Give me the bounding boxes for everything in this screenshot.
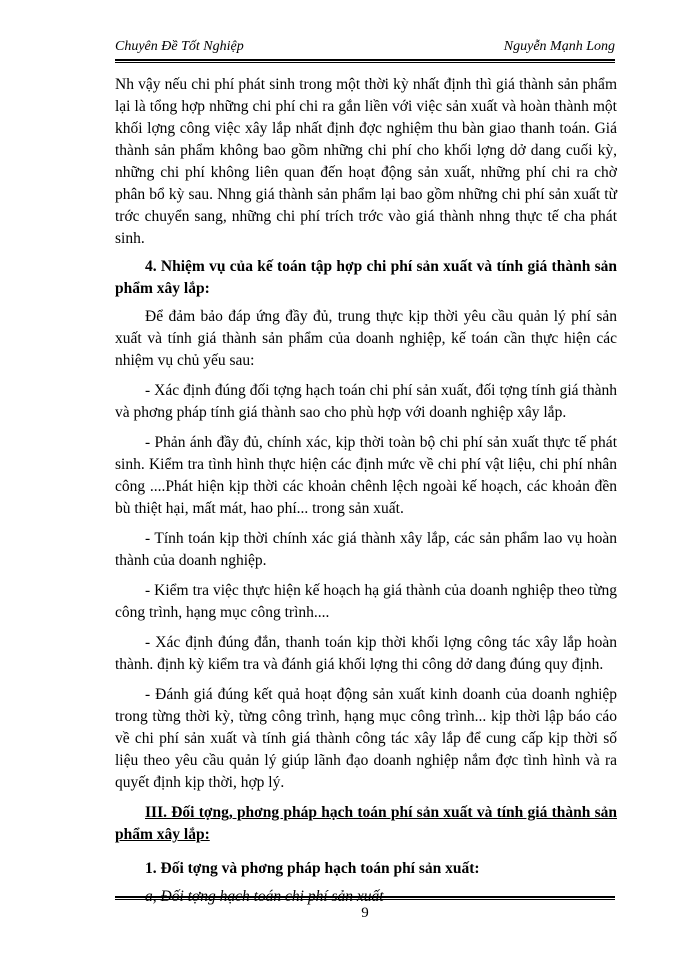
list-item: - Kiểm tra việc thực hiện kế hoạch hạ giá thành của doanh nghiệp theo từng công trình, hạng mục công trình.... <box>115 582 617 621</box>
header-author: Nguyễn Mạnh Long <box>503 39 615 54</box>
list-item: - Xác định đúng đối tợng hạch toán chi phí sản xuất, đối tợng tính giá thành và phơng pháp tính giá thành sao cho phù hợp với doanh nghiệp xây lắp. <box>115 382 617 421</box>
heading-accounting-tasks: 4. Nhiệm vụ của kế toán tập hợp chi phí sản xuất và tính giá thành sản phẩm xây lắp: <box>115 258 617 297</box>
header-title: Chuyên Đề Tốt Nghiệp <box>115 39 244 54</box>
list-item: - Phản ánh đầy đủ, chính xác, kịp thời toàn bộ chi phí sản xuất thực tế phát sinh. Kiểm tra tình hình thực hiện các định mức về chi phí vật liệu, chi phí nhân công ....Phát hiện kịp thời các khoản chênh lệch ngoài kế hoạch, các khoản đền bù thiệt hại, mất mát, hao phí... trong sản xuất. <box>115 434 617 517</box>
subsection-heading-a: a, Đối tợng hạch toán chi phí sản xuất <box>145 888 384 905</box>
section-heading-iii: III. Đối tợng, phơng pháp hạch toán phí sản xuất và tính giá thành sản phẩm xây lắp: <box>115 804 617 843</box>
page-number: 9 <box>361 905 369 921</box>
page-content <box>115 74 617 908</box>
subsection-heading-1: 1. Đối tợng và phơng pháp hạch toán phí sản xuất: <box>145 860 480 877</box>
page-header <box>115 38 615 62</box>
paragraph-cost-vs-price: Nh vậy nếu chi phí phát sinh trong một thời kỳ nhất định thì giá thành sản phẩm lại là tổng hợp những chi phí chi ra gắn liền với việc sản xuất và hoàn thành một khối lợng công việc xây lắp nhất định đợc nghiệm thu bàn giao thanh toán. Giá thành sản phẩm không bao gồm những chi phí cho khối lợng dở dang cuối kỳ, những chi phí không liên quan đến hoạt động sản xuất, những phí chi ra chờ phân bổ kỳ sau. Nhng giá thành sản phẩm lại bao gồm những chi phí sản xuất từ trớc chuyển sang, những chi phí trích trớc vào giá thành nhng thực tế cha phát sinh. <box>115 76 617 247</box>
list-item: - Tính toán kịp thời chính xác giá thành xây lắp, các sản phẩm lao vụ hoàn thành của doanh nghiệp. <box>115 530 617 569</box>
list-item: - Đánh giá đúng kết quả hoạt động sản xuất kinh doanh của doanh nghiệp trong từng thời kỳ, từng công trình, hạng mục công trình... kịp thời lập báo cáo về chi phí sản xuất và tính giá thành công tác xây lắp để cung cấp kịp thời số liệu theo yêu cầu quản lý giúp lãnh đạo doanh nghiệp nắm đợc tình hình và ra quyết định kịp thời, hợp lý. <box>115 686 617 791</box>
list-item: - Xác định đúng đắn, thanh toán kịp thời khối lợng công tác xây lắp hoàn thành. định kỳ kiểm tra và đánh giá khối lợng thi công dở dang đúng quy định. <box>115 634 617 673</box>
paragraph-tasks-intro: Để đảm bảo đáp ứng đầy đủ, trung thực kịp thời yêu cầu quản lý phí sản xuất và tính giá thành sản phẩm của doanh nghiệp, kế toán cần thực hiện các nhiệm vụ chủ yếu sau: <box>115 308 617 369</box>
footer-rule <box>115 896 615 900</box>
header-rule <box>115 59 615 63</box>
